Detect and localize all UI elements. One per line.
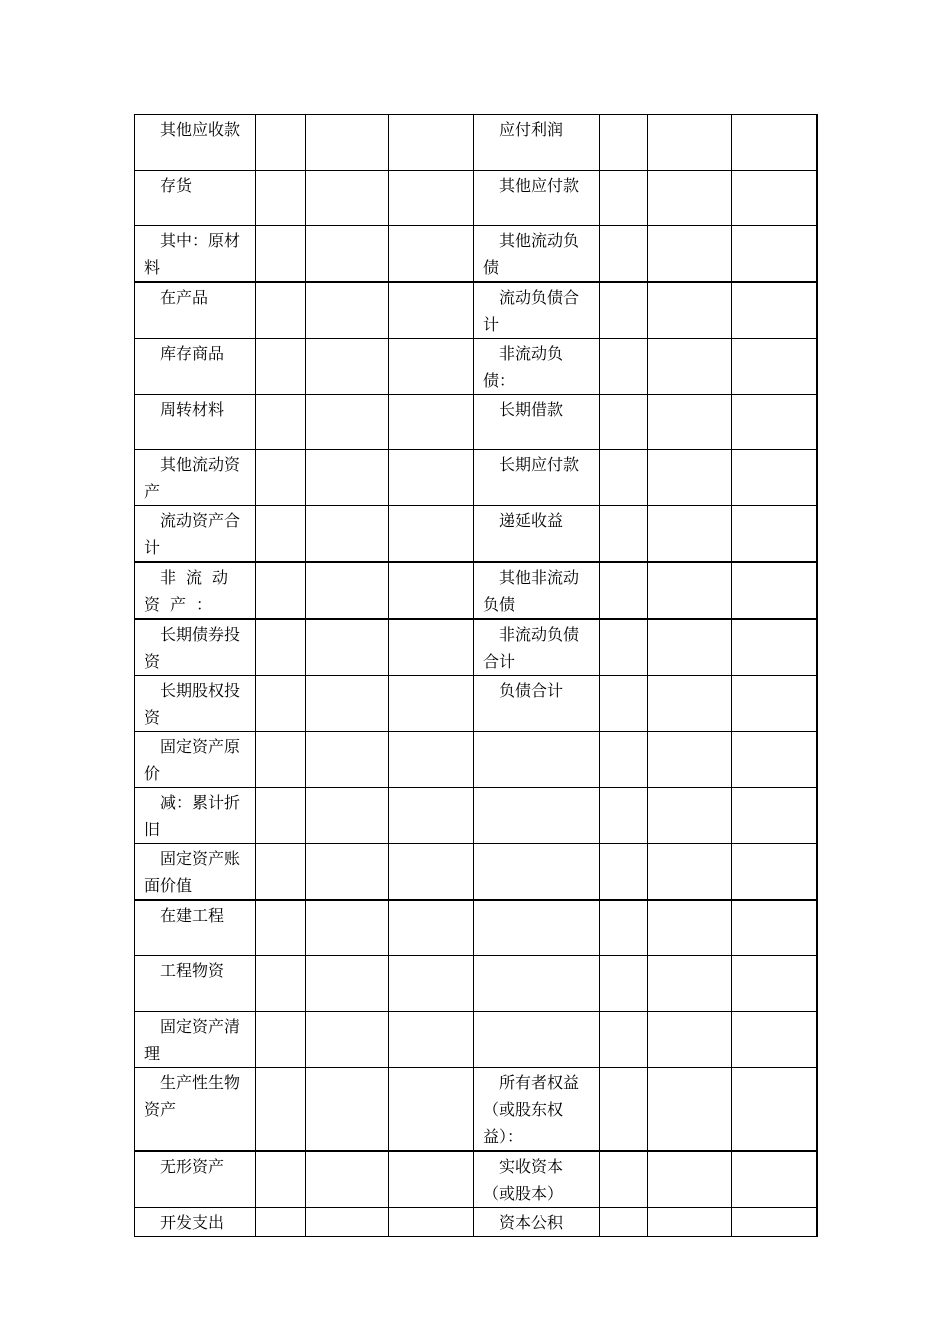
asset-opening-balance-cell[interactable] [389, 1067, 474, 1151]
asset-item-cell [135, 619, 256, 676]
table-row [135, 1151, 817, 1208]
liability-item-label: 资本公积 [499, 1212, 564, 1232]
asset-line-no-cell[interactable] [256, 506, 306, 563]
table-row [135, 619, 817, 676]
liability-opening-balance-cell[interactable] [732, 676, 817, 732]
table-row [135, 732, 817, 788]
liability-opening-balance-cell[interactable] [732, 282, 817, 339]
liability-item-cell [474, 339, 600, 395]
asset-opening-balance-cell[interactable] [389, 1151, 474, 1208]
liability-closing-balance-cell[interactable] [648, 115, 732, 171]
asset-closing-balance-cell[interactable] [306, 732, 389, 788]
asset-closing-balance-cell[interactable] [306, 395, 389, 450]
liability-item-cell [474, 732, 600, 788]
table-row [135, 450, 817, 506]
asset-line-no-cell[interactable] [256, 844, 306, 901]
asset-item-cell [135, 506, 256, 563]
table-row [135, 844, 817, 901]
table-row [135, 900, 817, 955]
asset-item-label: 长期股权投资 [144, 681, 241, 727]
liability-opening-balance-cell[interactable] [732, 562, 817, 619]
asset-closing-balance-cell[interactable] [306, 171, 389, 226]
asset-closing-balance-cell[interactable] [306, 619, 389, 676]
asset-line-no-cell[interactable] [256, 339, 306, 395]
liability-line-no-cell[interactable] [600, 562, 648, 619]
table-row [135, 282, 817, 339]
liability-closing-balance-cell[interactable] [648, 619, 732, 676]
table-row [135, 562, 817, 619]
asset-opening-balance-cell[interactable] [389, 339, 474, 395]
table-row [135, 339, 817, 395]
asset-opening-balance-cell[interactable] [389, 226, 474, 283]
liability-opening-balance-cell[interactable] [732, 788, 817, 844]
asset-item-cell [135, 955, 256, 1011]
liability-item-cell [474, 282, 600, 339]
liability-item-label [474, 732, 599, 733]
asset-closing-balance-cell[interactable] [306, 115, 389, 171]
asset-closing-balance-cell[interactable] [306, 450, 389, 506]
liability-closing-balance-cell[interactable] [648, 339, 732, 395]
asset-opening-balance-cell[interactable] [389, 450, 474, 506]
asset-closing-balance-cell[interactable] [306, 282, 389, 339]
asset-line-no-cell[interactable] [256, 282, 306, 339]
liability-item-cell [474, 562, 600, 619]
liability-opening-balance-cell[interactable] [732, 732, 817, 788]
liability-item-label [474, 901, 599, 902]
asset-item-label: 在产品 [160, 288, 209, 307]
liability-opening-balance-cell[interactable] [732, 1151, 817, 1208]
asset-line-no-cell[interactable] [256, 226, 306, 283]
liability-closing-balance-cell[interactable] [648, 1011, 732, 1067]
asset-item-label: 长期债券投资 [144, 625, 241, 671]
liability-opening-balance-cell[interactable] [732, 955, 817, 1011]
liability-closing-balance-cell[interactable] [648, 1151, 732, 1208]
table-row [135, 676, 817, 732]
asset-closing-balance-cell[interactable] [306, 676, 389, 732]
liability-closing-balance-cell[interactable] [648, 676, 732, 732]
liability-item-cell [474, 1151, 600, 1208]
asset-opening-balance-cell[interactable] [389, 619, 474, 676]
liability-closing-balance-cell[interactable] [648, 1067, 732, 1151]
table-row [135, 1067, 817, 1151]
liability-closing-balance-cell[interactable] [648, 395, 732, 450]
asset-opening-balance-cell[interactable] [389, 676, 474, 732]
liability-item-label: 实收资本（或股本） [483, 1156, 564, 1203]
balance-sheet-table [134, 114, 817, 1237]
liability-line-no-cell[interactable] [600, 732, 648, 788]
liability-line-no-cell[interactable] [600, 1151, 648, 1208]
liability-item-label: 负债合计 [499, 681, 564, 700]
liability-item-label: 其他流动负债 [483, 231, 580, 277]
liability-line-no-cell[interactable] [600, 395, 648, 450]
asset-item-label: 在建工程 [160, 906, 225, 925]
asset-line-no-cell[interactable] [256, 1011, 306, 1067]
liability-closing-balance-cell[interactable] [648, 955, 732, 1011]
asset-item-label: 周转材料 [160, 400, 225, 419]
asset-closing-balance-cell[interactable] [306, 788, 389, 844]
table-row [135, 1207, 817, 1236]
asset-opening-balance-cell[interactable] [389, 171, 474, 226]
liability-closing-balance-cell[interactable] [648, 282, 732, 339]
liability-opening-balance-cell[interactable] [732, 171, 817, 226]
liability-closing-balance-cell[interactable] [648, 171, 732, 226]
liability-closing-balance-cell[interactable] [648, 732, 732, 788]
asset-item-cell [135, 282, 256, 339]
liability-opening-balance-cell[interactable] [732, 395, 817, 450]
asset-opening-balance-cell[interactable] [389, 955, 474, 1011]
asset-closing-balance-cell[interactable] [306, 844, 389, 901]
liability-item-label: 长期应付款 [499, 455, 580, 474]
liability-opening-balance-cell[interactable] [732, 450, 817, 506]
liability-line-no-cell[interactable] [600, 900, 648, 955]
liability-item-cell [474, 844, 600, 901]
asset-item-label: 其他流动资产 [144, 455, 241, 501]
liability-item-label [474, 956, 599, 957]
asset-item-cell [135, 844, 256, 901]
liability-item-cell [474, 900, 600, 955]
asset-item-cell [135, 1067, 256, 1151]
table-row [135, 506, 817, 563]
liability-item-cell [474, 226, 600, 283]
asset-item-cell [135, 900, 256, 955]
liability-line-no-cell[interactable] [600, 450, 648, 506]
asset-item-label: 固定资产原价 [144, 737, 241, 783]
asset-item-cell [135, 732, 256, 788]
liability-line-no-cell[interactable] [600, 1207, 648, 1236]
asset-closing-balance-cell[interactable] [306, 339, 389, 395]
liability-line-no-cell[interactable] [600, 788, 648, 844]
asset-item-label: 工程物资 [160, 960, 225, 980]
asset-item-label: 开发支出 [160, 1212, 225, 1232]
liability-item-cell [474, 1067, 600, 1151]
asset-opening-balance-cell[interactable] [389, 788, 474, 844]
asset-line-no-cell[interactable] [256, 788, 306, 844]
liability-item-label: 非流动负债： [483, 344, 564, 390]
liability-line-no-cell[interactable] [600, 506, 648, 563]
liability-item-label [474, 1012, 599, 1013]
liability-item-cell [474, 506, 600, 563]
liability-opening-balance-cell[interactable] [732, 339, 817, 395]
asset-opening-balance-cell[interactable] [389, 732, 474, 788]
liability-line-no-cell[interactable] [600, 676, 648, 732]
asset-opening-balance-cell[interactable] [389, 1207, 474, 1236]
liability-item-cell [474, 788, 600, 844]
table-row [135, 395, 817, 450]
asset-item-label: 固定资产账面价值 [144, 849, 241, 895]
asset-closing-balance-cell[interactable] [306, 506, 389, 563]
liability-opening-balance-cell[interactable] [732, 900, 817, 955]
liability-closing-balance-cell[interactable] [648, 1207, 732, 1236]
liability-item-label: 其他非流动负债 [483, 568, 580, 614]
liability-line-no-cell[interactable] [600, 115, 648, 171]
asset-closing-balance-cell[interactable] [306, 226, 389, 283]
liability-line-no-cell[interactable] [600, 844, 648, 901]
asset-item-label: 其他应收款 [160, 120, 241, 139]
asset-item-label: 非流动资产： [144, 568, 239, 614]
table-row [135, 788, 817, 844]
asset-closing-balance-cell[interactable] [306, 1011, 389, 1067]
asset-item-cell [135, 450, 256, 506]
asset-closing-balance-cell[interactable] [306, 1151, 389, 1208]
asset-line-no-cell[interactable] [256, 115, 306, 171]
liability-opening-balance-cell[interactable] [732, 1207, 817, 1236]
liability-opening-balance-cell[interactable] [732, 226, 817, 283]
liability-closing-balance-cell[interactable] [648, 562, 732, 619]
asset-item-label: 存货 [160, 176, 193, 195]
asset-line-no-cell[interactable] [256, 1151, 306, 1208]
liability-item-label: 长期借款 [499, 400, 564, 419]
asset-line-no-cell[interactable] [256, 171, 306, 226]
table-row [135, 1011, 817, 1067]
asset-line-no-cell[interactable] [256, 676, 306, 732]
liability-closing-balance-cell[interactable] [648, 788, 732, 844]
liability-item-label: 非流动负债合计 [483, 625, 580, 671]
asset-item-cell [135, 395, 256, 450]
asset-item-cell [135, 171, 256, 226]
table-row [135, 955, 817, 1011]
liability-line-no-cell[interactable] [600, 619, 648, 676]
liability-item-cell [474, 1011, 600, 1067]
asset-line-no-cell[interactable] [256, 955, 306, 1011]
liability-opening-balance-cell[interactable] [732, 619, 817, 676]
asset-item-label: 库存商品 [160, 344, 225, 363]
asset-opening-balance-cell[interactable] [389, 506, 474, 563]
table-row [135, 171, 817, 226]
liability-item-label [474, 788, 599, 789]
asset-line-no-cell[interactable] [256, 732, 306, 788]
liability-item-cell [474, 619, 600, 676]
liability-line-no-cell[interactable] [600, 339, 648, 395]
asset-item-cell [135, 115, 256, 171]
asset-item-cell [135, 339, 256, 395]
liability-opening-balance-cell[interactable] [732, 844, 817, 901]
asset-item-cell [135, 1151, 256, 1208]
liability-item-cell [474, 395, 600, 450]
liability-closing-balance-cell[interactable] [648, 450, 732, 506]
asset-opening-balance-cell[interactable] [389, 900, 474, 955]
liability-line-no-cell[interactable] [600, 1011, 648, 1067]
liability-line-no-cell[interactable] [600, 955, 648, 1011]
table-row [135, 115, 817, 171]
asset-line-no-cell[interactable] [256, 1207, 306, 1236]
asset-item-cell [135, 226, 256, 283]
liability-item-label: 递延收益 [499, 511, 564, 530]
liability-item-cell [474, 1207, 600, 1236]
asset-closing-balance-cell[interactable] [306, 1067, 389, 1151]
liability-item-cell [474, 955, 600, 1011]
asset-item-label: 流动资产合计 [144, 511, 241, 557]
asset-line-no-cell[interactable] [256, 619, 306, 676]
asset-item-cell [135, 562, 256, 619]
liability-opening-balance-cell[interactable] [732, 1011, 817, 1067]
liability-line-no-cell[interactable] [600, 1067, 648, 1151]
asset-opening-balance-cell[interactable] [389, 844, 474, 901]
liability-item-cell [474, 450, 600, 506]
liability-closing-balance-cell[interactable] [648, 900, 732, 955]
liability-line-no-cell[interactable] [600, 282, 648, 339]
table-row [135, 226, 817, 283]
asset-item-cell [135, 1207, 256, 1236]
liability-item-label: 所有者权益（或股东权益）： [483, 1072, 580, 1146]
liability-opening-balance-cell[interactable] [732, 506, 817, 563]
asset-closing-balance-cell[interactable] [306, 955, 389, 1011]
asset-opening-balance-cell[interactable] [389, 395, 474, 450]
liability-closing-balance-cell[interactable] [648, 844, 732, 901]
asset-item-label: 固定资产清理 [144, 1016, 241, 1063]
asset-opening-balance-cell[interactable] [389, 115, 474, 171]
liability-opening-balance-cell[interactable] [732, 1067, 817, 1151]
asset-line-no-cell[interactable] [256, 1067, 306, 1151]
asset-closing-balance-cell[interactable] [306, 900, 389, 955]
asset-closing-balance-cell[interactable] [306, 562, 389, 619]
asset-opening-balance-cell[interactable] [389, 282, 474, 339]
asset-item-cell [135, 788, 256, 844]
liability-item-label: 应付利润 [499, 120, 564, 139]
asset-item-label: 无形资产 [160, 1156, 225, 1176]
liability-item-cell [474, 676, 600, 732]
asset-item-label: 生产性生物资产 [144, 1072, 241, 1119]
liability-item-cell [474, 171, 600, 226]
liability-item-label: 流动负债合计 [483, 288, 580, 334]
liability-line-no-cell[interactable] [600, 171, 648, 226]
liability-closing-balance-cell[interactable] [648, 506, 732, 563]
liability-closing-balance-cell[interactable] [648, 226, 732, 283]
liability-item-label [474, 844, 599, 845]
liability-item-label: 其他应付款 [499, 176, 580, 195]
balance-sheet-fragment [134, 114, 818, 1237]
liability-line-no-cell[interactable] [600, 226, 648, 283]
asset-opening-balance-cell[interactable] [389, 562, 474, 619]
asset-item-cell [135, 676, 256, 732]
asset-item-label: 减：累计折旧 [144, 793, 241, 839]
asset-line-no-cell[interactable] [256, 900, 306, 955]
asset-line-no-cell[interactable] [256, 395, 306, 450]
asset-item-cell [135, 1011, 256, 1067]
liability-opening-balance-cell[interactable] [732, 115, 817, 171]
liability-item-cell [474, 115, 600, 171]
asset-line-no-cell[interactable] [256, 562, 306, 619]
asset-opening-balance-cell[interactable] [389, 1011, 474, 1067]
asset-line-no-cell[interactable] [256, 450, 306, 506]
asset-closing-balance-cell[interactable] [306, 1207, 389, 1236]
asset-item-label: 其中：原材料 [144, 231, 241, 277]
